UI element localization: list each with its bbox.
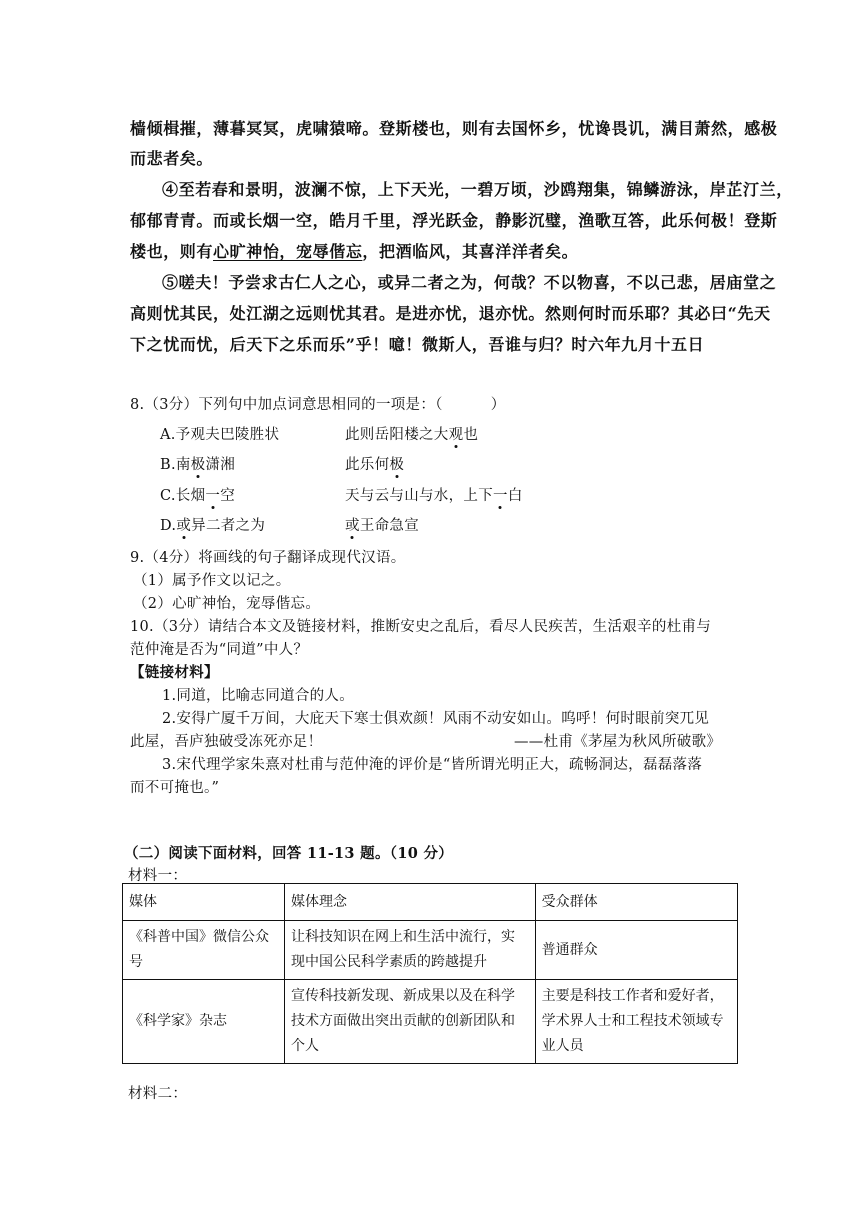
link-material-title: 【链接材料】	[130, 664, 219, 681]
table-cell: 《科学家》杂志	[123, 980, 285, 1064]
option-text: 也	[463, 427, 479, 443]
table-header-cell: 媒体	[123, 884, 285, 921]
passage-paragraph-5-line: 高则忧其民，处江湖之远则忧其君。是进亦忧，退亦忧。然则何时而乐耶？其必曰“先天	[130, 304, 771, 323]
section-title: （二）阅读下面材料，回答 11-13 题。（10 分）	[124, 845, 454, 862]
question-9-stem: 9.（4分）将画线的句子翻译成现代汉语。	[130, 550, 406, 566]
dotted-word: 极	[389, 457, 405, 473]
underlined-sentence: 心旷神怡，宠辱偕忘	[213, 242, 363, 261]
dotted-word: 一	[205, 488, 221, 504]
dotted-word: 一	[493, 488, 508, 504]
option-text: 异二者之为	[191, 518, 266, 534]
option-text: D.	[160, 518, 177, 534]
option-a: A.予观夫巴陵胜状	[160, 427, 280, 443]
material-2-label: 材料二：	[128, 1086, 188, 1102]
option-text: 潇湘	[205, 457, 236, 473]
table-cell: 宣传科技新发现、新成果以及在科学技术方面做出突出贡献的创新团队和个人	[285, 980, 536, 1064]
question-9-item: （1）属予作文以记之。	[133, 573, 291, 589]
table-cell: 普通群众	[535, 921, 737, 980]
table-row	[123, 921, 738, 980]
dotted-word: 极	[190, 457, 206, 473]
link-material-item: 1.同道，比喻志同道合的人。	[162, 688, 355, 704]
link-material-item: 此屋，吾庐独破受冻死亦足！	[130, 734, 323, 750]
option-b-compare	[345, 453, 404, 474]
option-text: 此乐何	[345, 457, 390, 473]
link-material-item: 而不可掩也。”	[130, 780, 220, 796]
table-cell: 让科技知识在网上和生活中流行，实现中国公民科学素质的跨越提升	[285, 921, 536, 980]
question-9-item: （2）心旷神怡，宠辱偕忘。	[133, 596, 321, 612]
option-text: 空	[220, 488, 236, 504]
question-text: ）	[490, 397, 506, 413]
option-text: B.南	[160, 457, 191, 473]
option-text: 白	[507, 488, 523, 504]
table-header-cell: 受众群体	[535, 884, 737, 921]
media-table	[122, 883, 738, 1064]
passage-paragraph-5-line: 下之忧而忧，后天下之乐而乐”乎！噫！微斯人，吾谁与归？时六年九月十五日	[130, 335, 705, 354]
table-cell: 主要是科技工作者和爱好者，学术界人士和工程技术领域专业人员	[535, 980, 737, 1064]
option-d-compare	[345, 514, 419, 535]
link-material-item: 3.宋代理学家朱熹对杜甫与范仲淹的评价是“皆所谓光明正大，疏畅洞达，磊磊落落	[162, 757, 703, 773]
question-10-stem: 范仲淹是否为“同道”中人？	[130, 642, 309, 658]
passage-text: ，把酒临风，其喜洋洋者矣。	[362, 242, 579, 261]
option-d	[160, 514, 265, 535]
passage-paragraph-4-line: 郁郁青青。而或长烟一空，皓月千里，浮光跃金，静影沉璧，渔歌互答，此乐何极！登斯	[130, 211, 778, 230]
dotted-word: 或	[176, 518, 192, 534]
passage-paragraph-4-line: ④至若春和景明，波澜不惊，上下天光，一碧万顷，沙鸥翔集，锦鳞游泳，岸芷汀兰，	[162, 180, 793, 199]
option-c-compare	[345, 484, 523, 505]
question-10-stem: 10.（3分）请结合本文及链接材料，推断安史之乱后，看尽人民疾苦，生活艰辛的杜甫与	[130, 619, 712, 635]
table-header-cell: 媒体理念	[285, 884, 536, 921]
material-1-label: 材料一：	[128, 868, 188, 884]
option-a-compare	[345, 423, 478, 444]
dotted-word: 观	[448, 427, 464, 443]
table-cell: 《科普中国》微信公众号	[123, 921, 285, 980]
poem-source: ——杜甫《茅屋为秋风所破歌》	[514, 734, 722, 750]
table-header-row	[123, 884, 738, 921]
table-row	[123, 980, 738, 1064]
passage-line: 而悲者矣。	[130, 149, 214, 168]
question-text: 8.（3分）下列句中加点词意思相同的一项是：（	[130, 397, 443, 413]
passage-paragraph-5-line: ⑤嗟夫！予尝求古仁人之心，或异二者之为，何哉？不以物喜，不以己悲，居庙堂之	[162, 273, 777, 292]
option-text: 此则岳阳楼之大	[345, 427, 449, 443]
option-text: 王命急宣	[359, 518, 420, 534]
passage-line: 樯倾楫摧，薄暮冥冥，虎啸猿啼。登斯楼也，则有去国怀乡，忧谗畏讥，满目萧然，感极	[130, 119, 778, 138]
option-text: 天与云与山与水，上下	[345, 488, 493, 504]
passage-text: 楼也，则有	[130, 242, 214, 261]
question-8-stem	[130, 393, 506, 414]
dotted-word: 或	[345, 518, 360, 534]
link-material-item: 2.安得广厦千万间，大庇天下寒士俱欢颜！风雨不动安如山。呜呼！何时眼前突兀见	[162, 711, 710, 727]
passage-paragraph-4-line	[130, 239, 578, 262]
option-text: C.长烟	[160, 488, 206, 504]
option-c	[160, 484, 235, 505]
option-b	[160, 453, 235, 474]
